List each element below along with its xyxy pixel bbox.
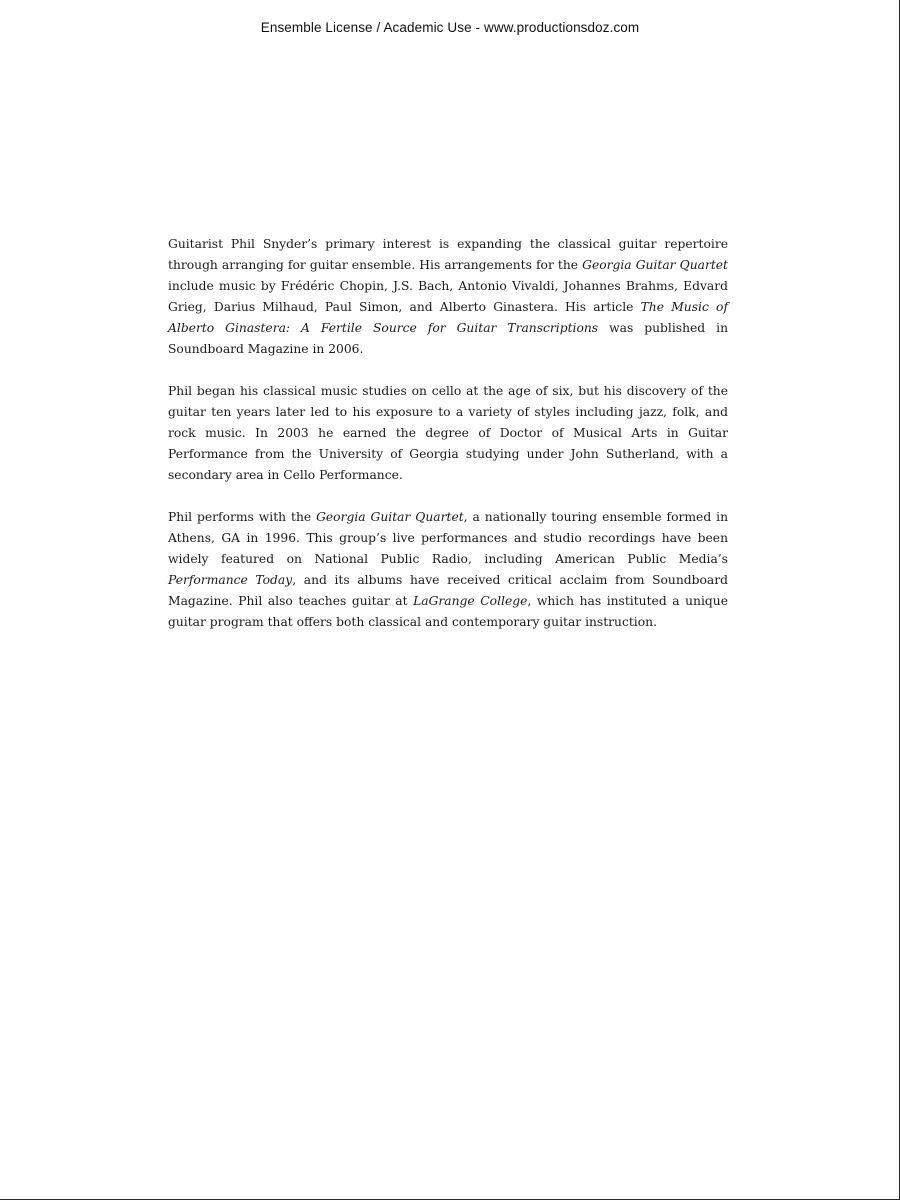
bio-p3-ensemble-title: Georgia Guitar Quartet	[316, 510, 464, 524]
bio-p1-article-title: The Music of Alberto Ginastera: A Fertile Source for Guitar Transcriptions	[168, 300, 729, 335]
bio-p3-text-1: Phil performs with the	[168, 510, 317, 524]
bio-paragraph-1	[168, 234, 728, 360]
bio-paragraph-3	[168, 507, 728, 633]
bio-p3-college-name: LaGrange College	[413, 594, 528, 608]
bio-p3-text-2: , a nationally touring ensemble formed in Athens, GA in 1996. This group’s live performances and studio recordings have been widely featured on National Public Radio, including American Public Media’s	[168, 510, 728, 566]
bio-p3-text-4: , which has instituted a unique guitar program that offers both classical and contemporary guitar instruction.	[168, 594, 728, 629]
biography-text	[168, 234, 728, 654]
bio-p3-program-title: Performance Today	[168, 573, 293, 587]
bio-p1-text-1: Guitarist Phil Snyder’s primary interest is expanding the classical guitar repertoire through arranging for guitar ensemble. His arrangements for the	[168, 237, 728, 272]
bio-p2-text-1: Phil began his classical music studies on cello at the age of six, but his discovery of the guitar ten years later led to his exposure to a variety of styles including jazz, folk, and rock music. In 2003 he earned the degree of Doctor of Musical Arts in Guitar Performance from the University of Georgia studying under John Sutherland, with a secondary area in Cello Performance.	[168, 384, 728, 482]
bio-p1-text-3: was published in Soundboard Magazine in 2006.	[168, 321, 729, 356]
license-header: Ensemble License / Academic Use - www.productionsdoz.com	[260, 20, 640, 35]
bio-paragraph-2	[168, 381, 728, 486]
bio-p1-text-2: include music by Frédéric Chopin, J.S. Bach, Antonio Vivaldi, Johannes Brahms, Edvard Grieg, Darius Milhaud, Paul Simon, and Alberto Ginastera. His article	[168, 279, 728, 314]
bio-p3-text-3: , and its albums have received critical acclaim from Soundboard Magazine. Phil also teaches guitar at	[168, 573, 728, 608]
bio-p1-ensemble-title: Georgia Guitar Quartet	[582, 258, 728, 272]
